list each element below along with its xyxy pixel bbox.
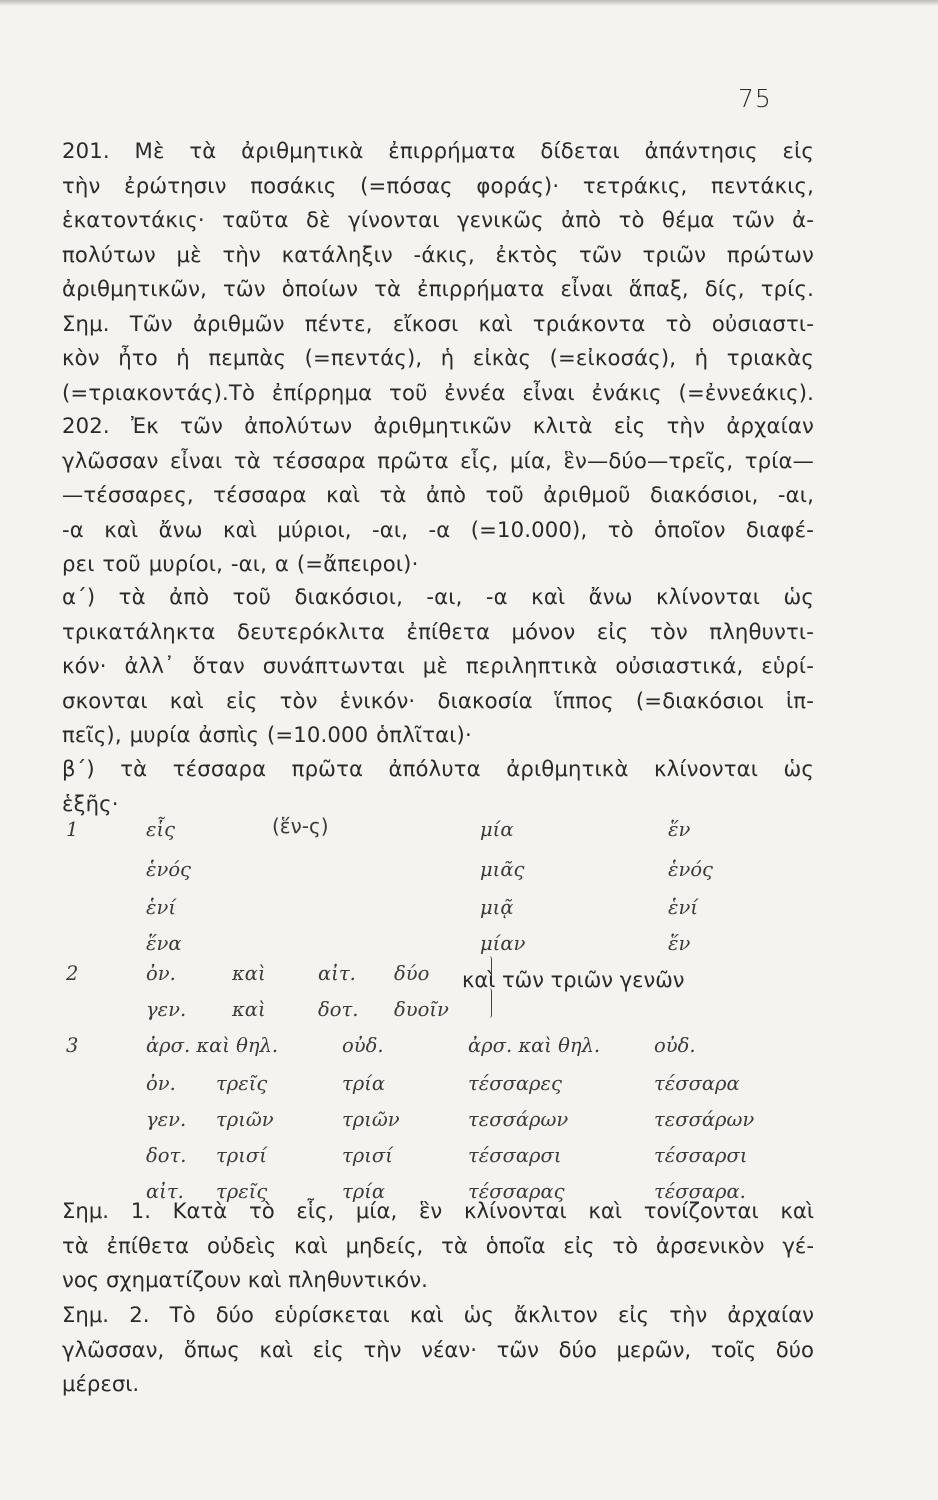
declension-cell: τέσσαρσι [654,1144,748,1167]
text-line: πολύτων μὲ τὴν κατάληξιν -άκις, ἐκτὸς τῶν τριῶν πρώτων [62,241,814,267]
paragraph-201 [62,134,814,410]
declension-cell: εἷς [146,818,176,841]
case-label: δοτ. [146,1144,187,1167]
row-number: 2 [66,962,79,985]
text-line: ρει τοῦ μυρίοι, -αι, α (=ἄπειροι)· [62,551,419,576]
gender-header: ἀρσ. καὶ θηλ. [468,1034,601,1057]
paragraph-202 [62,409,814,582]
declension-cell: ὀν. [146,962,176,985]
declension-cell: δοτ. [318,998,359,1021]
paragraph-beta [62,752,814,821]
text-line: -α καὶ ἄνω καὶ μύριοι, -αι, -α (=10.000), τὸ ὁποῖον διαφέ- [62,516,814,542]
declension-cell: ἑνί [146,896,176,919]
gender-header: ἀρσ. καὶ θηλ. [146,1034,279,1057]
case-label: αἰτ. [146,1180,184,1203]
text-line: ἑκατοντάκις· ταῦτα δὲ γίνονται γενικῶς ἀπὸ τὸ θέμα τῶν ἀ- [62,207,814,232]
declension-cell: τριῶν [342,1108,400,1131]
case-label: ὀν. [146,1072,176,1095]
declension-cell: τρισί [216,1144,267,1167]
text-line: τὰ ἐπίθετα οὐδεὶς καὶ μηδείς, τὰ ὁποῖα εἰς τὸ ἀρσενικὸν γέ- [62,1232,814,1258]
declension-cell: δυοῖν [394,998,449,1021]
text-line: 201. Μὲ τὰ ἀριθμητικὰ ἐπιρρήματα δίδεται ἀπάντησις εἰς [62,138,814,163]
note-2 [62,1298,814,1402]
text-line: γλῶσσαν εἶναι τὰ τέσσαρα πρῶτα εἷς, μία, ἓν—δύο—τρεῖς, τρία— [62,447,814,473]
declension-cell: τέσσαρα. [654,1180,746,1203]
text-line: μέρεσι. [62,1371,140,1396]
declension-cell: τριῶν [216,1108,274,1131]
declension-cell: τέσσαρες [468,1072,562,1095]
text-line: ἑξῆς· [62,790,119,816]
brace-bottom [481,988,492,1018]
declension-cell: τεσσάρων [468,1108,569,1131]
text-line: κόν· ἀλλ᾿ ὅταν συνάπτωνται μὲ περιληπτικὰ οὐσιαστικά, εὑρί- [62,653,814,678]
gender-header: οὐδ. [654,1034,696,1057]
gender-header: οὐδ. [342,1034,384,1057]
text-line: Σημ. 2. Τὸ δύο εὑρίσκεται καὶ ὡς ἄκλιτον εἰς τὴν ἀρχαίαν [62,1302,814,1327]
paragraph-alpha [62,580,814,753]
declension-cell: αἰτ. [318,962,356,985]
all-genders-note: καὶ τῶν τριῶν γενῶν [462,968,685,992]
declension-cell: μιᾶς [480,858,525,881]
text-line: πεῖς), μυρία ἀσπὶς (=10.000 ὁπλῖται)· [62,722,472,747]
declension-cell: τρεῖς [216,1072,268,1095]
declension-cell: τρία [342,1180,386,1203]
text-line: 202. Ἐκ τῶν ἀπολύτων ἀριθμητικῶν κλιτὰ εἰς τὴν ἀρχαίαν [62,413,814,438]
declension-cell: ἕν [668,818,691,841]
declension-cell: καὶ [232,962,266,985]
row-number: 1 [66,818,79,841]
declension-cell: μίαν [480,932,526,955]
text-line: κὸν ἦτο ἡ πεμπὰς (=πεντάς), ἡ εἰκὰς (=εἰκοσάς), ἡ τριακὰς [62,345,814,370]
declension-cell: τρεῖς [216,1180,268,1203]
declension-cell: ἑνός [146,858,191,881]
text-line: Σημ. Τῶν ἀριθμῶν πέντε, εἴκοσι καὶ τριάκοντα τὸ οὐσιαστι- [62,310,814,336]
note-1 [62,1194,814,1298]
page-number: 75 [738,84,772,113]
declension-cell: μία [480,818,514,841]
declension-cell: ἑνός [668,858,713,881]
declension-cell: ἕνα [146,932,182,955]
declension-cell: (ἕν-ς) [272,814,329,838]
declension-cell: τέσσαρσι [468,1144,562,1167]
declension-cell: ἑνί [668,896,698,919]
row-number: 3 [66,1034,79,1057]
declension-cell: ἕν [668,932,691,955]
text-line: —τέσσαρες, τέσσαρα καὶ τὰ ἀπὸ τοῦ ἀριθμοῦ διακόσιοι, -αι, [62,482,814,507]
text-line: α΄) τὰ ἀπὸ τοῦ διακόσιοι, -αι, -α καὶ ἄνω κλίνονται ὡς [62,584,814,609]
declension-cell: τρισί [342,1144,393,1167]
declension-cell: τέσσαρας [468,1180,565,1203]
text-line: σκονται καὶ εἰς τὸν ἑνικόν· διακοσία ἵππος (=διακόσιοι ἱπ- [62,687,814,713]
text-line: τρικατάληκτα δευτερόκλιτα ἐπίθετα μόνον εἰς τὸν πληθυντι- [62,618,814,644]
text-line: β΄) τὰ τέσσαρα πρῶτα ἀπόλυτα ἀριθμητικὰ κλίνονται ὡς [62,756,814,781]
case-label: γεν. [146,1108,187,1131]
declension-cell: τεσσάρων [654,1108,755,1131]
declension-cell: μιᾷ [480,896,514,919]
page-top-edge [0,0,938,6]
declension-cell: τέσσαρα [654,1072,740,1095]
declension-cell: καὶ [232,998,266,1021]
text-line: ἀριθμητικῶν, τῶν ὁποίων τὰ ἐπιρρήματα εἶναι ἅπαξ, δίς, τρίς. [62,276,814,301]
declension-cell: δύο [394,962,430,985]
text-line: τὴν ἐρώτησιν ποσάκις (=πόσας φοράς)· τετράκις, πεντάκις, [62,172,814,198]
text-line: Σημ. 1. Κατὰ τὸ εἷς, μία, ἓν κλίνονται καὶ τονίζονται καὶ [62,1198,814,1223]
text-line: γλῶσσαν, ὅπως καὶ εἰς τὴν νέαν· τῶν δύο μερῶν, τοῖς δύο [62,1336,814,1362]
declension-cell: τρία [342,1072,386,1095]
text-line: (=τριακοντάς).Τὸ ἐπίρρημα τοῦ ἐννέα εἶναι ἐνάκις (=ἐννεάκις). [62,379,814,405]
text-line: νος σχηματίζουν καὶ πληθυντικόν. [62,1267,428,1292]
declension-cell: γεν. [146,998,187,1021]
